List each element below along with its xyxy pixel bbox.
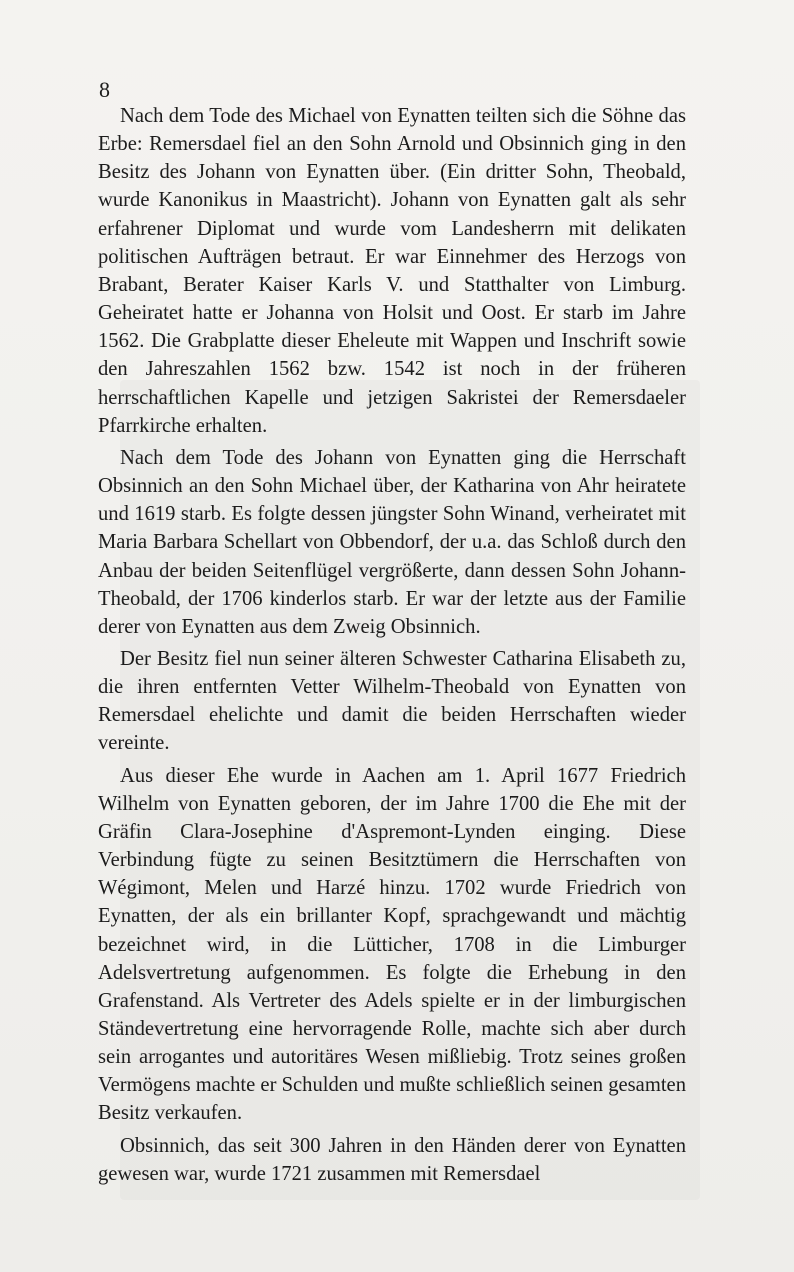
paragraph-4: Aus dieser Ehe wurde in Aachen am 1. April 1677 Friedrich Wilhelm von Eynatten geboren, der im Jahre 1700 die Ehe mit der Gräfin Clara-Josephine d'Aspremont-Lynden einging. Diese Verbindung fügte zu seinen Besitztümern die Herrschaften von Wégimont, Melen und Harzé hinzu. 1702 wurde Friedrich von Eynatten, der als ein brillanter Kopf, sprachgewandt und mächtig bezeichnet wird, in die Lütticher, 1708 in die Limburger Adelsvertretung aufgenommen. Es folgte die Erhebung in den Grafenstand. Als Vertreter des Adels spielte er in der limburgischen Ständevertretung eine hervorragende Rolle, machte sich aber durch sein arrogantes und autoritäres Wesen mißliebig. Trotz seines großen Vermögens machte er Schulden und mußte schließlich seinen gesamten Besitz verkaufen. bbox=[98, 764, 686, 1125]
paragraph-5: Obsinnich, das seit 300 Jahren in den Händen derer von Eynatten gewesen war, wurde 1721 zusammen mit Remersdael bbox=[98, 1134, 686, 1185]
paragraph-3: Der Besitz fiel nun seiner älteren Schwester Catharina Elisabeth zu, die ihren entfernten Vetter Wilhelm-Theobald von Eynatten von Remersdael ehelichte und damit die beiden Herrschaften wieder vereinte. bbox=[98, 647, 686, 755]
body-text bbox=[98, 102, 686, 1192]
page-number: 8 bbox=[99, 77, 110, 102]
paragraph-2: Nach dem Tode des Johann von Eynatten ging die Herrschaft Obsinnich an den Sohn Michael über, der Katharina von Ahr heiratete und 1619 starb. Es folgte dessen jüngster Sohn Winand, verheiratet mit Maria Barbara Schellart von Obbendorf, der u.a. das Schloß durch den Anbau der beiden Seitenflügel vergrößerte, dann dessen Sohn Johann-Theobald, der 1706 kinderlos starb. Er war der letzte aus der Familie derer von Eynatten aus dem Zweig Obsinnich. bbox=[98, 446, 686, 638]
paragraph-1: Nach dem Tode des Michael von Eynatten teilten sich die Söhne das Erbe: Remersdael fiel an den Sohn Arnold und Obsinnich ging in den Besitz des Johann von Eynatten über. (Ein dritter Sohn, Theobald, wurde Kanonikus in Maastricht). Johann von Eynatten galt als sehr erfahrener Diplomat und wurde vom Landesherrn mit delikaten politischen Aufträgen betraut. Er war Einnehmer des Herzogs von Brabant, Berater Kaiser Karls V. und Statthalter von Limburg. Geheiratet hatte er Johanna von Holsit und Oost. Er starb im Jahre 1562. Die Grabplatte dieser Eheleute mit Wappen und Inschrift sowie den Jahreszahlen 1562 bzw. 1542 ist noch in der früheren herrschaftlichen Kapelle und jetzigen Sakristei der Remersdaeler Pfarrkirche erhalten. bbox=[98, 105, 686, 437]
